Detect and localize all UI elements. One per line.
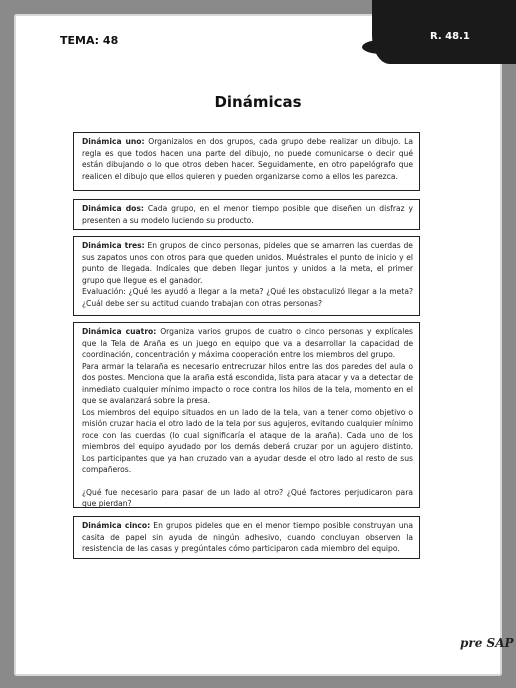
dynamic-three-label: Dinámica tres:: [82, 241, 145, 250]
dynamic-three-box: [73, 236, 420, 316]
dynamic-one-text: Organizalos en dos grupos, cada grupo debe realizar un dibujo. La regla es que todos hacen una parte del dibujo, no puede comunicarse o decir qué están dibujando o lo que otros deben hacer. Seguidamente, en otro papelógrafo que realicen el dibujo que ellos quieren y pueden organizarse como a ellos les parezca.: [82, 137, 413, 181]
dynamic-four-paragraph-2: Para armar la telaraña es necesario entrecruzar hilos entre las dos paredes del aula o dos postes. Menciona que la araña está escondida, lista para atacar y va a detectar de inmediato cualquier mínimo impacto o roce contra los hilos de la tela, momento en el que se avalanzará sobre la presa.: [82, 361, 413, 405]
publisher-logo: pre SAP: [460, 636, 514, 650]
dynamic-two-label: Dinámica dos:: [82, 204, 144, 213]
dynamic-four-questions: ¿Qué fue necesario para pasar de un lado al otro? ¿Qué factores perjudicaron para que pierdan?: [82, 487, 413, 508]
dynamic-four-text: Organiza varios grupos de cuatro o cinco personas y explícales que la Tela de Araña es un juego en equipo que va a desarrollar la capacidad de coordinación, concentración y máxima cooperación entre los miembros del grupo.: [82, 327, 414, 359]
dynamic-five-text: En grupos pideles que en el menor tiempo posible construyan una casita de papel sin ayuda de ningún adhesivo, cuando concluyan observen la resistencia de las casas y pregúntales cómo participaron cada miembro del equipo.: [82, 521, 413, 553]
dynamic-five-label: Dinámica cinco:: [82, 521, 151, 530]
dynamic-four-box: [73, 322, 420, 508]
dynamic-three-text: En grupos de cinco personas, pideles que se amarren las cuerdas de sus zapatos unos con otros para que queden unidos. Muéstrales el punto de inicio y el punto de llegada. Indícales que deben llegar juntos y unidos a la meta, el primer grupo que llegue es el ganador.: [82, 241, 413, 285]
dynamic-one-label: Dinámica uno:: [82, 137, 145, 146]
topic-label: TEMA: 48: [60, 34, 119, 47]
dynamic-one-box: [73, 132, 420, 191]
resource-code: R. 48.1: [430, 31, 470, 42]
dynamic-two-text: Cada grupo, en el menor tiempo posible que diseñen un disfraz y presenten a su modelo luciendo su producto.: [82, 204, 413, 225]
dynamic-three-evaluation: Evaluación: ¿Qué les ayudó a llegar a la meta? ¿Qué les obstaculizó llegar a la meta? ¿Cuál debe ser su actitud cuando trabajan con otras personas?: [82, 287, 413, 308]
dynamic-four-label: Dinámica cuatro:: [82, 327, 157, 336]
dynamic-two-box: [73, 199, 420, 230]
dynamic-five-box: [73, 516, 420, 559]
page-title: Dinámicas: [214, 93, 302, 111]
dynamic-four-paragraph-3: Los miembros del equipo situados en un lado de la tela, van a tener como objetivo o misión cruzar hacia el otro lado de la tela por sus agujeros, evitando cualquier mínimo roce con las cuerdas (lo cual significaría el ataque de la araña). Cada uno de los miembros del equipo ayudado por los demás deberá cruzar por un agujero distinto. Los participantes que ya han cruzado van a ayudar desde el otro lado al resto de sus compañeros.: [82, 407, 413, 474]
